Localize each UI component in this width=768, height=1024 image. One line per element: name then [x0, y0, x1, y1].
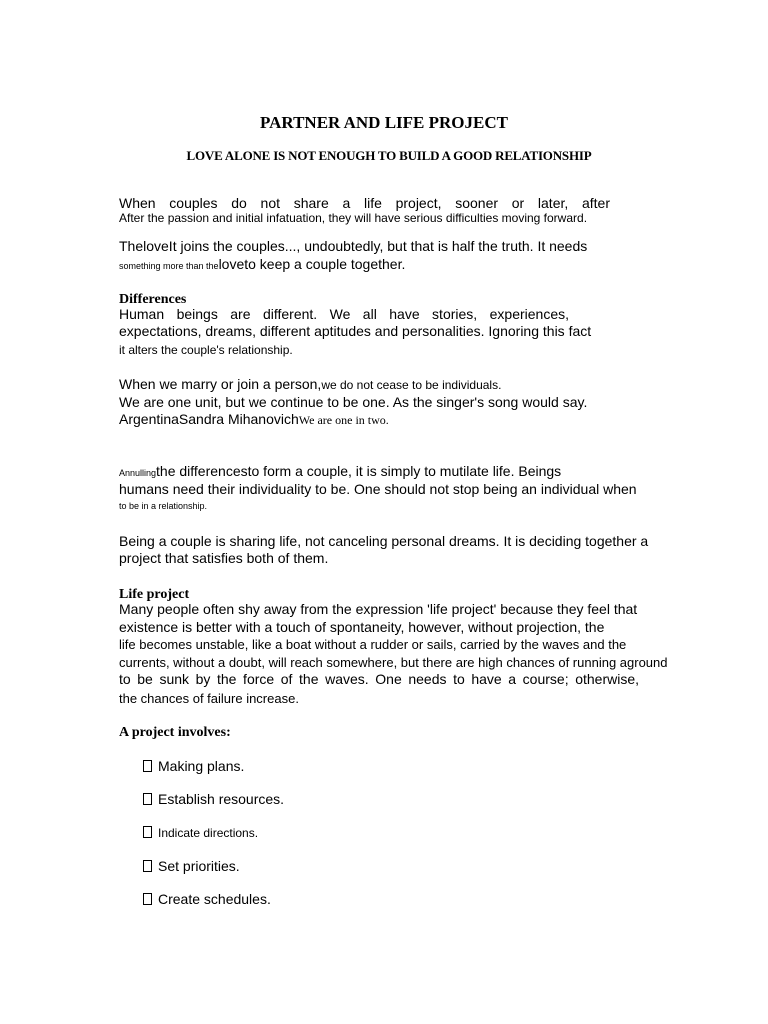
paragraph-2-small-text: something more than the [119, 261, 219, 271]
list-item: Set priorities. [143, 858, 240, 875]
life-project-heading: Life project [119, 587, 190, 602]
paragraph-2-line-1: TheloveIt joins the couples..., undoubtedly, but that is half the truth. It needs [119, 238, 588, 254]
paragraph-4-line-2: We are one unit, but we continue to be one. As the singer's song would say. [119, 394, 588, 410]
paragraph-4-text-b: we do not cease to be individuals. [321, 378, 502, 392]
document-title: PARTNER AND LIFE PROJECT [260, 113, 508, 132]
differences-line-3: it alters the couple's relationship. [119, 343, 293, 357]
paragraph-4-text-d: We are one in two. [298, 413, 389, 427]
checkbox-icon [143, 826, 152, 838]
project-involves-heading: A project involves: [119, 725, 231, 740]
life-project-line-4: currents, without a doubt, will reach somewhere, but there are high chances of running aground [119, 655, 668, 670]
list-item: Establish resources. [143, 791, 284, 808]
life-project-line-5: to be sunk by the force of the waves. One needs to have a course; otherwise, [119, 671, 639, 687]
paragraph-2-line-2 [119, 256, 405, 275]
paragraph-5-text: the differencesto form a couple, it is simply to mutilate life. Beings [156, 463, 562, 479]
life-project-line-1: Many people often shy away from the expression 'life project' because they feel that [119, 601, 638, 617]
paragraph-1-line-1: When couples do not share a life project, sooner or later, after [119, 195, 610, 211]
paragraph-5-line-3: to be in a relationship. [119, 501, 208, 511]
life-project-line-2: existence is better with a touch of spontaneity, however, without projection, the [119, 619, 605, 635]
document-subtitle: LOVE ALONE IS NOT ENOUGH TO BUILD A GOOD RELATIONSHIP [186, 148, 592, 163]
paragraph-4-line-1 [119, 376, 501, 394]
paragraph-5-line-1 [119, 463, 561, 482]
differences-line-2: expectations, dreams, different aptitudes and personalities. Ignoring this fact [119, 323, 592, 339]
paragraph-4-line-3 [119, 411, 389, 429]
list-item: Making plans. [143, 758, 244, 775]
checkbox-icon [143, 860, 152, 872]
differences-line-1: Human beings are different. We all have stories, experiences, [119, 306, 569, 322]
paragraph-6-line-2: project that satisfies both of them. [119, 550, 329, 566]
paragraph-4-text-a: When we marry or join a person, [119, 376, 322, 392]
list-item: Indicate directions. [143, 825, 258, 842]
paragraph-6-line-1: Being a couple is sharing life, not canceling personal dreams. It is deciding together a [119, 533, 649, 549]
paragraph-4-text-c: ArgentinaSandra Mihanovich [119, 411, 299, 427]
life-project-line-3: life becomes unstable, like a boat without a rudder or sails, carried by the waves and the [119, 637, 627, 652]
list-item: Create schedules. [143, 891, 271, 908]
paragraph-5-line-2: humans need their individuality to be. One should not stop being an individual when [119, 481, 637, 497]
paragraph-5-small-text: Annulling [119, 468, 157, 478]
life-project-line-6: the chances of failure increase. [119, 691, 299, 706]
differences-heading: Differences [119, 292, 187, 307]
paragraph-2-text: loveto keep a couple together. [218, 256, 406, 272]
checkbox-icon [143, 793, 152, 805]
paragraph-1-line-2: After the passion and initial infatuation, they will have serious difficulties moving forward. [119, 211, 588, 225]
checkbox-icon [143, 760, 152, 772]
checkbox-icon [143, 893, 152, 905]
